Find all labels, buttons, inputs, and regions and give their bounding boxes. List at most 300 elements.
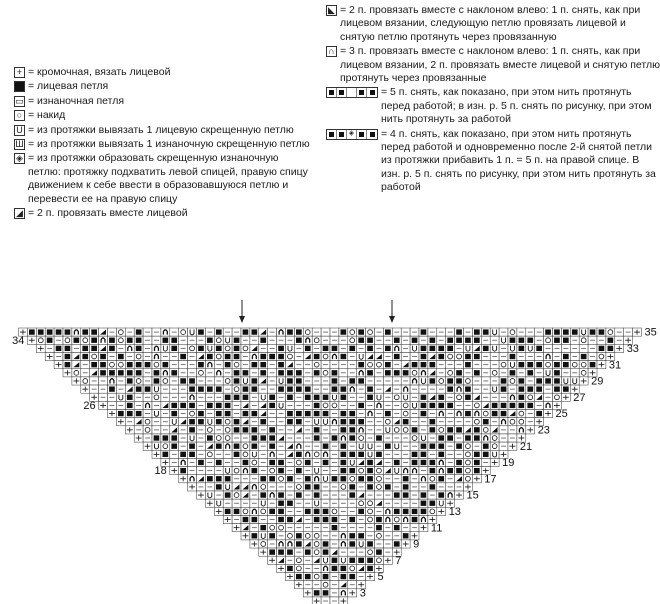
knit-mark	[385, 411, 391, 416]
knit-mark	[323, 541, 329, 546]
knit-mark	[180, 354, 186, 359]
knit-mark	[287, 329, 293, 334]
knit-mark	[349, 484, 355, 489]
knit-mark	[252, 362, 258, 367]
chart-cell	[241, 524, 250, 532]
knit-mark	[269, 509, 275, 514]
knit-mark	[260, 338, 266, 343]
knit-mark	[403, 419, 409, 424]
legend-text: = 2 п. провязать вместе с наклоном влево: 1 п. снять, как при лицевом вязании, следующую петлю провязать лицевой и снятую петлю протянуть через провязанную	[340, 4, 641, 43]
knit-mark	[590, 362, 596, 367]
knit-mark	[207, 386, 213, 391]
knit-mark	[287, 476, 293, 481]
k3tog-left-icon: ∩	[326, 46, 337, 57]
knit-mark	[56, 329, 62, 334]
knit-mark	[198, 346, 204, 351]
knit-mark	[38, 329, 44, 334]
knit-mark	[474, 354, 480, 359]
knit-mark	[438, 476, 444, 481]
knit-mark	[207, 338, 213, 343]
knit-mark	[367, 484, 373, 489]
knit-mark	[305, 395, 311, 400]
row-number-label: 5	[377, 571, 384, 584]
chart-cell	[232, 483, 241, 491]
chart-cell	[223, 434, 232, 442]
legend-text: = из протяжки вывязать 1 изнаночную скрещенную петлю	[28, 138, 310, 151]
knit-mark	[332, 346, 338, 351]
knit-mark	[412, 460, 418, 465]
chart-cell	[277, 475, 286, 483]
knit-mark	[358, 378, 364, 383]
knit-mark	[136, 338, 142, 343]
chart-cell	[481, 426, 490, 434]
knit-mark	[296, 541, 302, 546]
knit-mark	[332, 370, 338, 375]
knit-mark	[421, 346, 427, 351]
knit-mark	[314, 403, 320, 408]
chart-cell	[437, 426, 446, 434]
chart-cell	[472, 418, 481, 426]
knit-mark	[394, 525, 400, 530]
knit-mark	[394, 460, 400, 465]
knit-mark	[198, 386, 204, 391]
knit-mark	[278, 460, 284, 465]
knit-mark	[252, 386, 258, 391]
knit-mark	[412, 362, 418, 367]
knit-mark	[332, 476, 338, 481]
knit-mark	[332, 566, 338, 571]
knit-mark	[305, 574, 311, 579]
knit-mark	[171, 338, 177, 343]
knit-mark	[519, 395, 525, 400]
knit-mark	[109, 338, 115, 343]
knit-mark	[234, 444, 240, 449]
chart-cell	[348, 336, 357, 344]
row-number-label: 3	[359, 587, 366, 600]
knit-mark	[341, 574, 347, 579]
chart-cell	[508, 418, 517, 426]
knit-mark	[163, 452, 169, 457]
knit-mark	[349, 492, 355, 497]
chart-cell	[241, 483, 250, 491]
chart-cell	[366, 328, 375, 336]
row-number-label: 35	[644, 326, 657, 339]
knit-mark	[367, 386, 373, 391]
knit-mark	[465, 354, 471, 359]
chart-cell	[579, 336, 588, 344]
knit-mark	[234, 452, 240, 457]
knit-mark	[430, 484, 436, 489]
chart-cell	[383, 385, 392, 393]
knit-mark	[421, 403, 427, 408]
knitting-chart	[0, 296, 660, 604]
legend-text: = 5 п. снять, как показано, при этом нить протянуть перед работой; в изн. р. 5 п. снять по рисунку, при этом нить протянуть за работой	[381, 86, 652, 126]
knit-mark	[29, 329, 35, 334]
knit-mark	[278, 468, 284, 473]
knit-mark	[127, 370, 133, 375]
knit-mark	[65, 329, 71, 334]
chart-cell	[205, 426, 214, 434]
knit-mark	[207, 354, 213, 359]
knit-mark	[554, 370, 560, 375]
knit-mark	[483, 419, 489, 424]
knit-mark	[225, 395, 231, 400]
row-number-label: 17	[484, 473, 497, 486]
knit-mark	[367, 541, 373, 546]
knit-mark	[510, 403, 516, 408]
chart-cell	[357, 458, 366, 466]
knit-mark	[358, 533, 364, 538]
chart-cell	[250, 458, 259, 466]
knit-mark	[349, 427, 355, 432]
knit-mark	[296, 378, 302, 383]
knit-mark	[465, 411, 471, 416]
knit-mark	[252, 435, 258, 440]
knit-mark	[109, 346, 115, 351]
knit-mark	[305, 509, 311, 514]
knit-mark	[216, 484, 222, 489]
knit-mark	[349, 378, 355, 383]
chart-cell	[36, 336, 45, 344]
knit-mark	[252, 533, 258, 538]
knit-mark	[296, 574, 302, 579]
knit-mark	[127, 362, 133, 367]
knit-mark	[367, 346, 373, 351]
chart-cell	[526, 393, 535, 401]
knit-mark	[349, 517, 355, 522]
legend-item-k2tog	[14, 207, 314, 220]
knit-mark	[252, 329, 258, 334]
chart-cell	[312, 532, 321, 540]
four-stitch-group-icon: ◈	[326, 129, 378, 140]
knit-mark	[136, 370, 142, 375]
knit-mark	[287, 566, 293, 571]
knit-mark	[287, 395, 293, 400]
chart-cell	[188, 410, 197, 418]
knit-mark	[358, 509, 364, 514]
chart-cell	[366, 361, 375, 369]
knit-mark	[287, 378, 293, 383]
chart-cell	[401, 410, 410, 418]
knit-mark	[456, 370, 462, 375]
knit-mark	[82, 354, 88, 359]
knit-mark	[599, 329, 605, 334]
knit-mark	[438, 403, 444, 408]
chart-cell	[464, 442, 473, 450]
knit-mark	[438, 354, 444, 359]
chart-cell	[303, 328, 312, 336]
knit-mark	[349, 574, 355, 579]
knit-mark	[349, 452, 355, 457]
legend-text: = изнаночная петля	[28, 94, 125, 107]
chart-cell	[90, 352, 99, 360]
chart-cell	[63, 336, 72, 344]
knit-mark	[91, 346, 97, 351]
chart-cell	[241, 401, 250, 409]
knit-mark	[474, 329, 480, 334]
chart-cell	[134, 352, 143, 360]
row-number-label: 9	[413, 538, 420, 551]
knit-mark	[243, 386, 249, 391]
legend-item-k2tog-left	[326, 4, 660, 44]
row-number-label: 18	[154, 465, 167, 478]
chart-cell	[152, 393, 161, 401]
chart-cell	[428, 475, 437, 483]
chart-cell	[348, 564, 357, 572]
knit-mark	[278, 362, 284, 367]
knit-mark	[278, 346, 284, 351]
row-number-label: 31	[608, 359, 622, 372]
knit-mark	[349, 541, 355, 546]
chart-cell	[375, 556, 384, 564]
knit-mark	[216, 346, 222, 351]
chart-cell	[464, 458, 473, 466]
knit-mark	[341, 566, 347, 571]
knit-mark	[430, 419, 436, 424]
knit-mark	[341, 411, 347, 416]
knit-mark	[608, 346, 614, 351]
knit-mark	[74, 338, 80, 343]
knit-mark	[207, 435, 213, 440]
legend-item-k3tog-left	[326, 45, 660, 85]
knit-mark	[171, 411, 177, 416]
knit-mark	[563, 354, 569, 359]
knit-mark	[536, 378, 542, 383]
knit-mark	[171, 444, 177, 449]
chart-cell	[392, 515, 401, 523]
chart-cell	[508, 328, 517, 336]
knit-mark	[412, 452, 418, 457]
chart-cell	[553, 393, 562, 401]
chart-cell	[375, 458, 384, 466]
knit-mark	[483, 452, 489, 457]
chart-cell	[321, 597, 330, 604]
knit-mark	[180, 403, 186, 408]
knit-mark	[260, 370, 266, 375]
knit-mark	[527, 370, 533, 375]
chart-cell	[179, 418, 188, 426]
chart-cell	[330, 401, 339, 409]
knit-mark	[260, 362, 266, 367]
knit-mark	[527, 362, 533, 367]
knit-mark	[47, 329, 53, 334]
chart-cell	[570, 361, 579, 369]
knit-mark	[385, 484, 391, 489]
knit-mark	[243, 517, 249, 522]
knit-mark	[216, 329, 222, 334]
chart-cell	[437, 377, 446, 385]
chart-cell	[294, 556, 303, 564]
knit-mark	[367, 338, 373, 343]
knit-mark	[456, 338, 462, 343]
knit-mark	[269, 395, 275, 400]
knit-mark	[225, 509, 231, 514]
knit-mark	[341, 354, 347, 359]
knit-mark	[519, 362, 525, 367]
knit-mark	[314, 427, 320, 432]
knit-mark	[136, 411, 142, 416]
knit-mark	[367, 476, 373, 481]
chart-cell	[303, 532, 312, 540]
knit-mark	[234, 354, 240, 359]
chart-cell	[446, 369, 455, 377]
knit-mark	[278, 501, 284, 506]
chart-cell	[544, 361, 553, 369]
knit-mark	[332, 558, 338, 563]
knit-mark	[456, 427, 462, 432]
knit-mark	[563, 338, 569, 343]
legend-item-knit	[14, 80, 314, 93]
marker-arrow-head	[239, 316, 245, 323]
knit-mark	[438, 346, 444, 351]
knit-mark	[296, 370, 302, 375]
knit-mark	[287, 549, 293, 554]
knit-mark	[323, 411, 329, 416]
row-number-label: 13	[448, 505, 461, 518]
knit-mark	[456, 378, 462, 383]
knit-mark	[447, 468, 453, 473]
knit-mark	[394, 354, 400, 359]
knit-mark	[287, 501, 293, 506]
yarn-over-icon: ○	[14, 110, 25, 121]
chart-cell	[392, 418, 401, 426]
knit-mark	[189, 427, 195, 432]
chart-cell	[312, 450, 321, 458]
knit-mark	[358, 403, 364, 408]
chart-cell	[357, 467, 366, 475]
knit-mark	[332, 517, 338, 522]
chart-cell	[286, 532, 295, 540]
knit-mark	[82, 329, 88, 334]
chart-cell	[116, 361, 125, 369]
chart-cell	[72, 361, 81, 369]
knit-mark	[127, 395, 133, 400]
knit-mark	[421, 509, 427, 514]
knit-mark	[456, 444, 462, 449]
knit-mark	[385, 362, 391, 367]
knit-mark	[349, 558, 355, 563]
knit-mark	[225, 354, 231, 359]
knit-mark	[367, 558, 373, 563]
chart-cell	[161, 442, 170, 450]
knit-mark	[234, 427, 240, 432]
legend-text: = кромочная, вязать лицевой	[28, 66, 171, 78]
knit-mark	[430, 501, 436, 506]
knit-mark	[171, 435, 177, 440]
row-number-label: 26	[83, 400, 96, 412]
knit-mark	[341, 395, 347, 400]
knit-mark	[474, 468, 480, 473]
knit-mark	[225, 492, 231, 497]
row-number-label: 7	[395, 554, 402, 567]
chart-cell	[214, 352, 223, 360]
knit-mark	[278, 354, 284, 359]
chart-cell	[339, 483, 348, 491]
chart-cell	[321, 581, 330, 589]
knit-mark	[510, 338, 516, 343]
knit-mark	[323, 574, 329, 579]
chart-cell	[197, 369, 206, 377]
chart-cell	[339, 581, 348, 589]
chart-cell	[392, 393, 401, 401]
knit-mark	[305, 386, 311, 391]
chart-cell	[499, 361, 508, 369]
chart-cell	[223, 377, 232, 385]
chart-cell	[597, 352, 606, 360]
knit-mark	[296, 533, 302, 538]
chart-cell	[268, 524, 277, 532]
knit-mark	[296, 338, 302, 343]
knit-mark	[65, 354, 71, 359]
knit-mark	[430, 460, 436, 465]
chart-cell	[428, 369, 437, 377]
knit-mark	[260, 476, 266, 481]
knit-mark	[332, 378, 338, 383]
knit-mark	[189, 378, 195, 383]
chart-cell	[294, 426, 303, 434]
chart-cell	[606, 328, 615, 336]
knit-mark	[180, 468, 186, 473]
chart-cell	[232, 361, 241, 369]
knit-mark	[278, 386, 284, 391]
knit-mark	[519, 378, 525, 383]
knit-mark	[314, 509, 320, 514]
knit-mark	[554, 378, 560, 383]
chart-cell	[383, 418, 392, 426]
marker-arrow-head	[389, 316, 395, 323]
knit-mark	[341, 468, 347, 473]
knit-mark	[572, 329, 578, 334]
legend-text: = 3 п. провязать вместе с наклоном влево: 1 п. снять, как при лицевом вязании, 2 п. провязать вместе лицевой и снятую петлю протянуть через провязанные	[340, 45, 660, 85]
row-number-label: 11	[430, 522, 443, 535]
chart-cell	[134, 418, 143, 426]
knit-mark	[296, 411, 302, 416]
chart-cell	[241, 344, 250, 352]
knit-mark	[536, 386, 542, 391]
knit-mark	[100, 370, 106, 375]
knit-mark	[260, 354, 266, 359]
chart-cell	[392, 426, 401, 434]
knit-mark	[171, 403, 177, 408]
knit-mark	[243, 395, 249, 400]
knit-mark	[243, 329, 249, 334]
knit-mark	[349, 468, 355, 473]
knit-mark	[510, 354, 516, 359]
knit-mark	[394, 338, 400, 343]
knit-stitch-icon	[14, 81, 25, 92]
five-stitch-group-icon	[326, 87, 378, 98]
chart-cell	[294, 483, 303, 491]
knit-mark	[430, 444, 436, 449]
chart-cell	[134, 377, 143, 385]
knit-mark	[189, 403, 195, 408]
legend-item-five-group	[326, 86, 660, 126]
knit-mark	[100, 362, 106, 367]
knit-mark	[554, 386, 560, 391]
knit-mark	[367, 370, 373, 375]
legend-text: = 2 п. провязать вместе лицевой	[28, 207, 188, 220]
knit-mark	[403, 476, 409, 481]
knit-mark	[438, 444, 444, 449]
knit-mark	[563, 329, 569, 334]
row-number-label: 29	[591, 375, 604, 388]
knit-mark	[296, 468, 302, 473]
knit-mark	[456, 468, 462, 473]
chart-cell	[579, 369, 588, 377]
chart-cell	[241, 442, 250, 450]
row-number-label: 19	[502, 457, 515, 470]
knit-mark	[109, 370, 115, 375]
